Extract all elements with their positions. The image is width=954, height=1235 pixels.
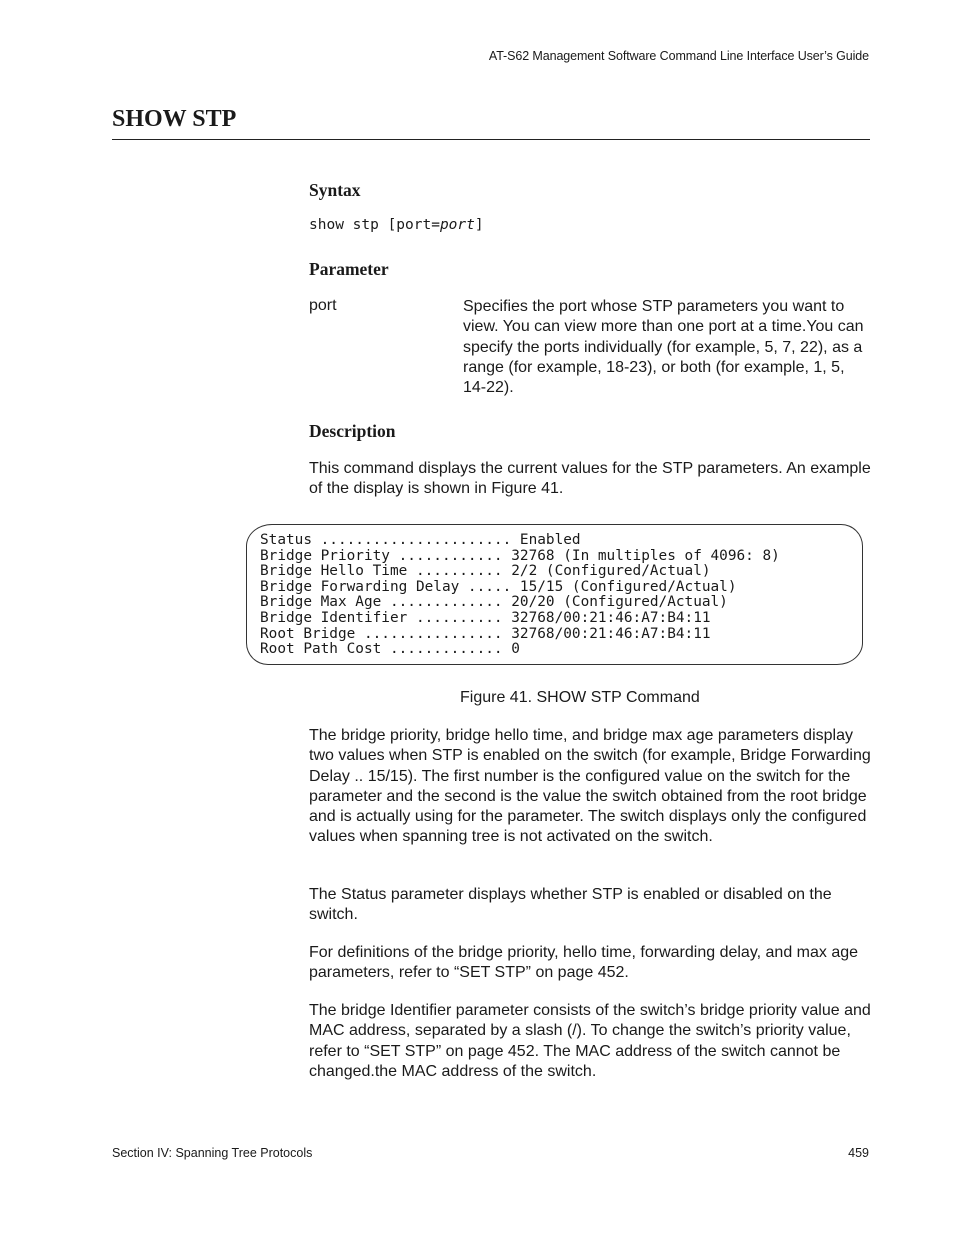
description-intro: This command displays the current values for the STP parameters. An example of the display is shown in Figure 41. [309, 460, 871, 498]
figure-caption: Figure 41. SHOW STP Command [460, 689, 700, 706]
body-paragraph: The bridge priority, bridge hello time, and bridge max age parameters display two values when STP is enabled on the switch (for example, Bridge Forwarding Delay .. 15/15). The first number is the configured value on the switch for the parameter and the second is the value the switch obtained from the root bridge and is actually using for the parameter. The switch displays only the configured values when spanning tree is not activated on the switch. [309, 727, 871, 846]
syntax-command [309, 217, 484, 233]
running-header: AT-S62 Management Software Command Line Interface User’s Guide [488, 49, 869, 63]
parameter-name: port [309, 297, 337, 314]
body-paragraph: The Status parameter displays whether STP is enabled or disabled on the switch. [309, 886, 832, 924]
title-rule [112, 139, 870, 140]
description-heading: Description [309, 421, 396, 441]
parameter-description: Specifies the port whose STP parameters you want to view. You can view more than one port at a time.You can specify the ports individually (for example, 5, 7, 22), as a range (for example, 18-23), or both (for example, 1, 5, 14-22). [463, 298, 864, 397]
output-line: Bridge Identifier .......... 32768/00:21:46:A7:B4:11 [260, 609, 711, 626]
output-line: Bridge Hello Time .......... 2/2 (Configured/Actual) [260, 563, 711, 580]
parameter-heading: Parameter [309, 259, 389, 279]
output-line: Root Path Cost ............. 0 [260, 641, 520, 658]
output-line: Root Bridge ................ 32768/00:21:46:A7:B4:11 [260, 625, 711, 642]
body-paragraph: The bridge Identifier parameter consists of the switch’s bridge priority value and MAC address, separated by a slash (/). To change the switch’s priority value, refer to “SET STP” on page 452. The MAC address of the switch cannot be changed.the MAC address of the switch. [309, 1002, 871, 1080]
output-line: Status ...................... Enabled [260, 532, 581, 548]
output-line: Bridge Forwarding Delay ..... 15/15 (Configured/Actual) [260, 578, 737, 595]
syntax-command-param: port [439, 217, 475, 233]
page-title: SHOW STP [112, 106, 237, 132]
footer-section: Section IV: Spanning Tree Protocols [112, 1146, 313, 1160]
figure-output-text [260, 533, 780, 658]
body-paragraph: For definitions of the bridge priority, hello time, forwarding delay, and max age parameters, refer to “SET STP” on page 452. [309, 944, 859, 982]
syntax-heading: Syntax [309, 180, 361, 200]
syntax-command-suffix: ] [474, 217, 484, 233]
output-line: Bridge Max Age ............. 20/20 (Configured/Actual) [260, 594, 728, 611]
output-line: Bridge Priority ............ 32768 (In multiples of 4096: 8) [260, 547, 780, 564]
syntax-command-prefix: show stp [port= [309, 217, 440, 233]
footer-page-number: 459 [848, 1146, 869, 1160]
